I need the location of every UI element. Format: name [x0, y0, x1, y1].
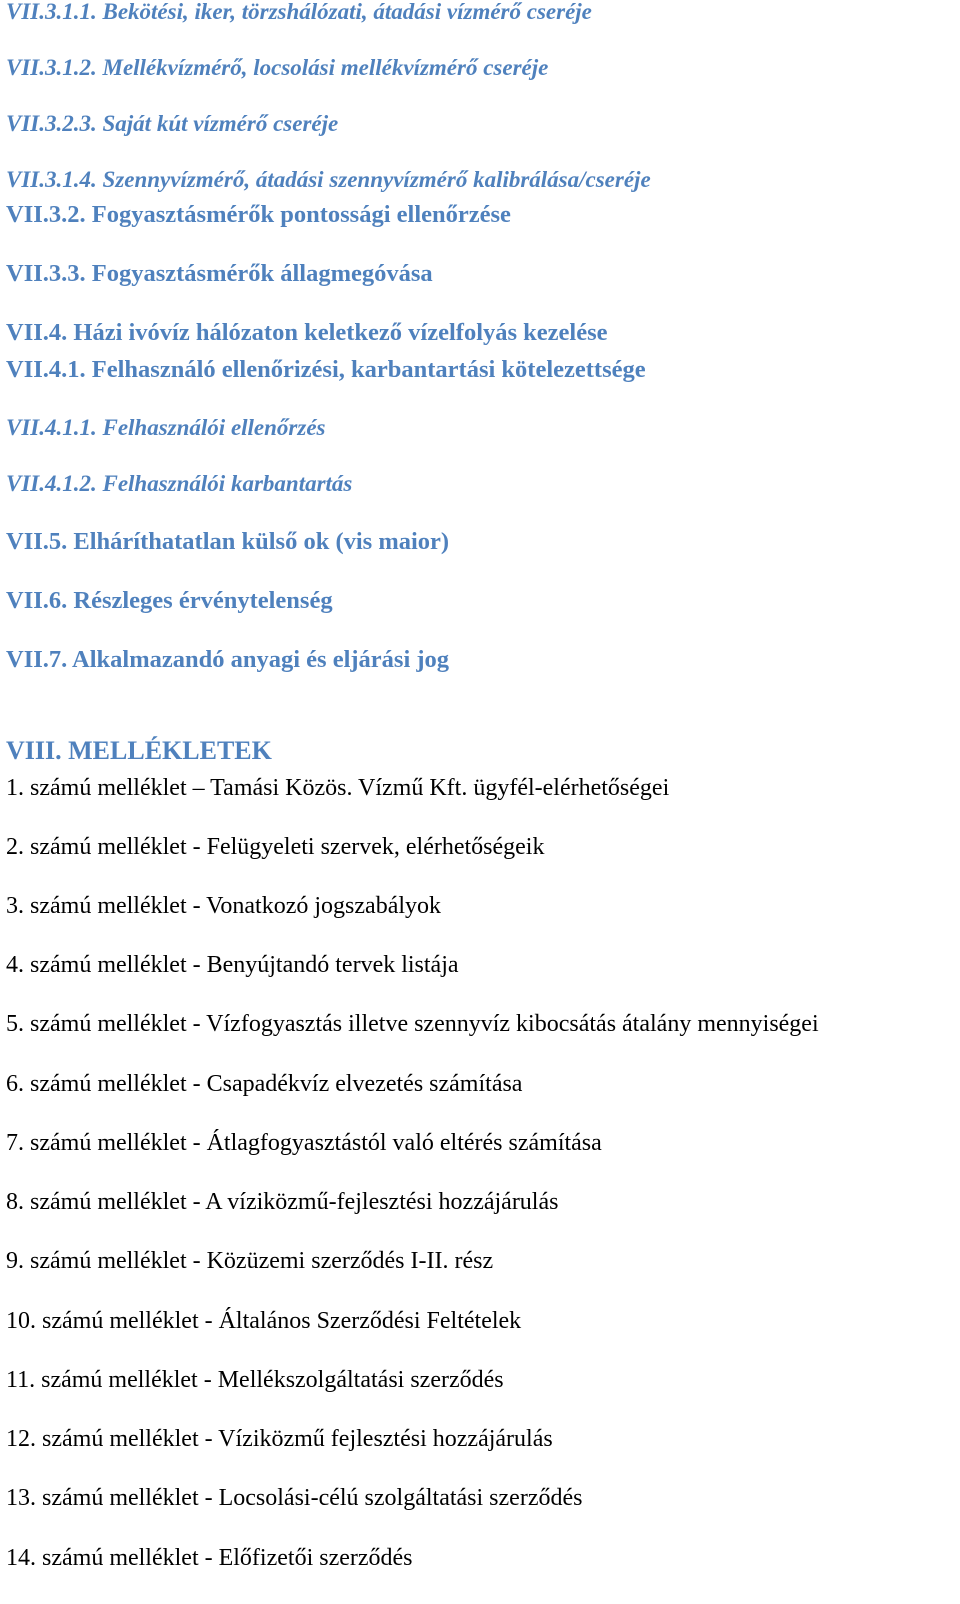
toc-entry-vii-4-1[interactable]: VII.4.1. Felhasználó ellenőrizési, karbantartási kötelezettsége	[6, 356, 646, 383]
annex-entry-11[interactable]: 11. számú melléklet - Mellékszolgáltatási szerződés	[6, 1367, 504, 1393]
toc-entry-vii-4-1-1[interactable]: VII.4.1.1. Felhasználói ellenőrzés	[6, 415, 326, 440]
toc-entry-viii[interactable]: VIII. MELLÉKLETEK	[6, 736, 272, 765]
toc-entry-vii-3-3[interactable]: VII.3.3. Fogyasztásmérők állagmegóvása	[6, 260, 433, 287]
annex-entry-12[interactable]: 12. számú melléklet - Víziközmű fejlesztési hozzájárulás	[6, 1426, 553, 1452]
annex-entry-10[interactable]: 10. számú melléklet - Általános Szerződési Feltételek	[6, 1308, 522, 1334]
toc-entry-vii-7[interactable]: VII.7. Alkalmazandó anyagi és eljárási jog	[6, 646, 450, 673]
toc-entry-vii-3-1-4[interactable]: VII.3.1.4. Szennyvízmérő, átadási szennyvízmérő kalibrálása/cseréje	[6, 167, 651, 192]
annex-entry-13[interactable]: 13. számú melléklet - Locsolási-célú szolgáltatási szerződés	[6, 1485, 583, 1511]
annex-entry-2[interactable]: 2. számú melléklet - Felügyeleti szervek, elérhetőségeik	[6, 834, 545, 860]
toc-entry-vii-4-1-2[interactable]: VII.4.1.2. Felhasználói karbantartás	[6, 471, 353, 496]
annex-entry-1[interactable]: 1. számú melléklet – Tamási Közös. Vízmű Kft. ügyfél-elérhetőségei	[6, 775, 670, 801]
toc-entry-vii-5[interactable]: VII.5. Elháríthatatlan külső ok (vis maior)	[6, 528, 450, 555]
toc-entry-vii-3-1-2[interactable]: VII.3.1.2. Mellékvízmérő, locsolási mellékvízmérő cseréje	[6, 55, 549, 80]
annex-entry-8[interactable]: 8. számú melléklet - A víziközmű-fejlesztési hozzájárulás	[6, 1189, 559, 1215]
annex-entry-6[interactable]: 6. számú melléklet - Csapadékvíz elvezetés számítása	[6, 1071, 523, 1097]
annex-entry-9[interactable]: 9. számú melléklet - Közüzemi szerződés I-II. rész	[6, 1248, 494, 1274]
toc-entry-vii-6[interactable]: VII.6. Részleges érvénytelenség	[6, 587, 333, 614]
toc-entry-vii-3-2[interactable]: VII.3.2. Fogyasztásmérők pontossági ellenőrzése	[6, 201, 511, 228]
toc-entry-vii-3-1-1[interactable]: VII.3.1.1. Bekötési, iker, törzshálózati, átadási vízmérő cseréje	[6, 0, 592, 24]
toc-entry-vii-4[interactable]: VII.4. Házi ivóvíz hálózaton keletkező vízelfolyás kezelése	[6, 319, 608, 346]
annex-entry-3[interactable]: 3. számú melléklet - Vonatkozó jogszabályok	[6, 893, 442, 919]
annex-entry-4[interactable]: 4. számú melléklet - Benyújtandó tervek listája	[6, 952, 459, 978]
annex-entry-5[interactable]: 5. számú melléklet - Vízfogyasztás illetve szennyvíz kibocsátás átalány mennyiségei	[6, 1011, 819, 1037]
annex-entry-14[interactable]: 14. számú melléklet - Előfizetői szerződés	[6, 1545, 413, 1571]
annex-entry-7[interactable]: 7. számú melléklet - Átlagfogyasztástól való eltérés számítása	[6, 1130, 602, 1156]
toc-entry-vii-3-2-3[interactable]: VII.3.2.3. Saját kút vízmérő cseréje	[6, 111, 339, 136]
